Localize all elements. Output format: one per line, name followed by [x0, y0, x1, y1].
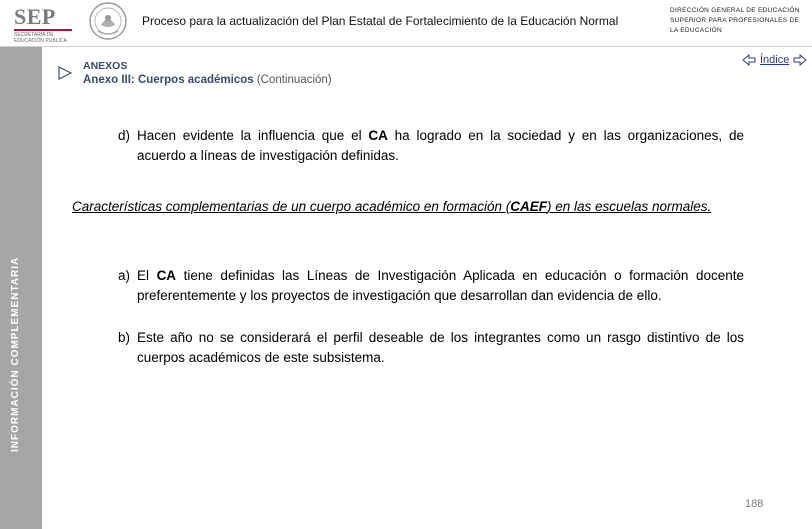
document-title: Proceso para la actualización del Plan Estatal de Fortalecimiento de la Educación Normal: [142, 14, 619, 28]
list-marker: a): [118, 268, 131, 283]
list-item-text: El CA tiene definidas las Líneas de Investigación Aplicada en educación o formación docente preferentemente y los proyectos de investigación que desarrollan dan evidencia de ello.: [137, 268, 744, 303]
navigation: [742, 52, 807, 68]
page-number: 188: [745, 498, 764, 510]
sidebar: [0, 47, 42, 529]
section-heading: Características complementarias de un cuerpo académico en formación (CAEF) en las escuelas normales.: [72, 199, 712, 214]
list-item: [118, 328, 744, 368]
annex-title-text: Anexo III: Cuerpos académicos: [83, 74, 254, 86]
sep-logo-text: SEP: [14, 4, 56, 29]
acronym-ca: CA: [368, 128, 388, 143]
page-header: [0, 0, 812, 46]
sep-logo: [6, 2, 72, 44]
department-line: LA EDUCACIÓN: [670, 27, 723, 34]
list-marker: d): [118, 128, 131, 143]
department-line: DIRECCIÓN GENERAL DE EDUCACIÓN: [670, 7, 800, 14]
continuation-label: (Continuación): [256, 74, 332, 86]
annex-title: [83, 74, 332, 86]
list-item-text: Este año no se considerará el perfil deseable de los integrantes como un rasgo distintivo de los cuerpos académicos de este subsistema.: [137, 330, 744, 365]
acronym-caef: CAEF: [510, 199, 547, 214]
section-label: ANEXOS: [83, 60, 128, 72]
sidebar-label: INFORMACIÓN COMPLEMENTARIA: [10, 256, 21, 452]
sep-logo-subtitle: SECRETARÍA DE EDUCACIÓN PÚBLICA: [14, 32, 67, 44]
acronym-ca: CA: [156, 268, 177, 283]
national-seal-icon: [88, 1, 128, 43]
logo-rule: [14, 29, 72, 31]
list-item-text: Hacen evidente la influencia que el CA ha logrado en la sociedad y en las organizaciones, de acuerdo a líneas de investigación definidas.: [137, 128, 744, 163]
right-arrow-icon[interactable]: [793, 54, 807, 66]
triangle-bullet-icon: [58, 66, 72, 80]
index-link[interactable]: Índice: [760, 54, 790, 66]
left-arrow-icon[interactable]: [742, 54, 756, 66]
department-name: [670, 6, 810, 36]
header-divider: [0, 46, 812, 47]
list-item: [118, 266, 744, 306]
list-item: [118, 126, 744, 166]
department-line: SUPERIOR PARA PROFESIONALES DE: [670, 17, 800, 24]
list-marker: b): [118, 330, 131, 345]
